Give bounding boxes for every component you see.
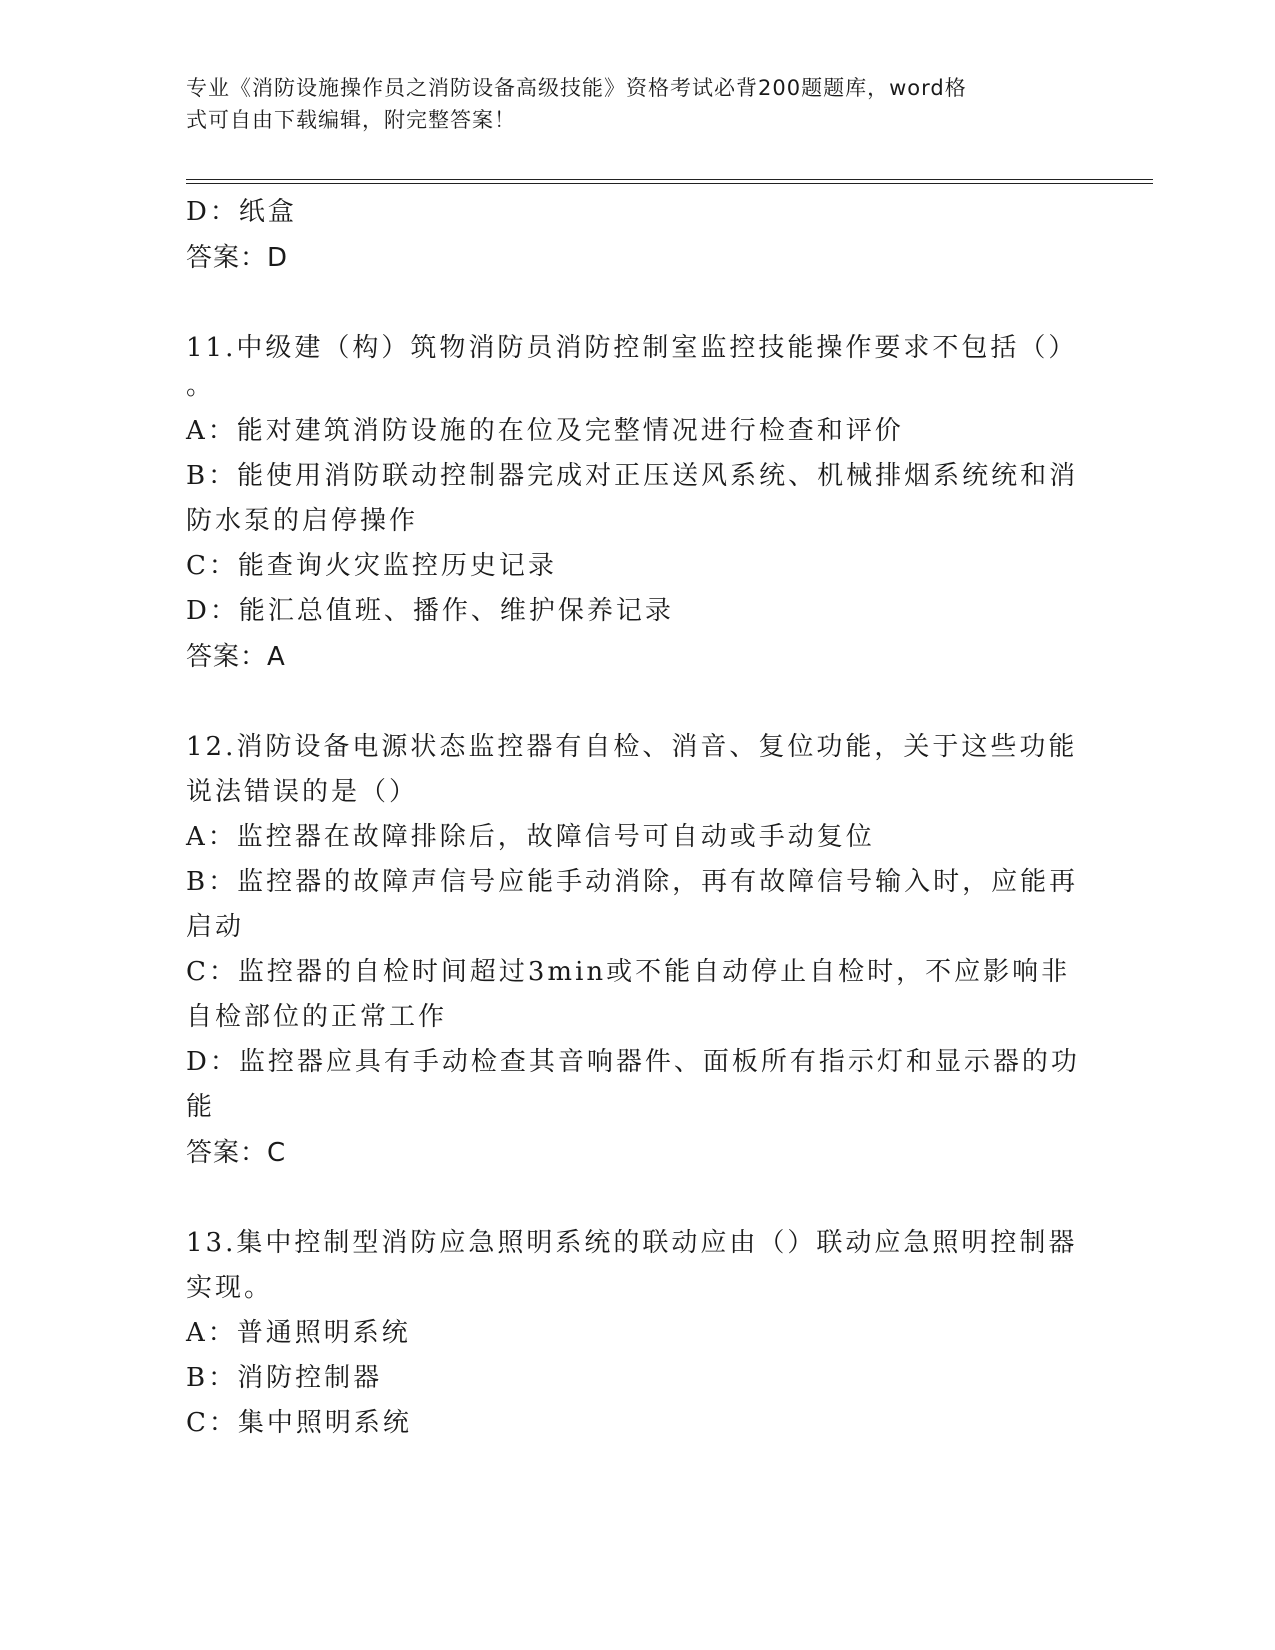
question-text: 说法错误的是（） — [186, 777, 419, 807]
header-rule-top — [186, 179, 1153, 180]
question-text: 13.集中控制型消防应急照明系统的联动应由（）联动应急照明控制器 — [186, 1228, 1078, 1258]
option-c: C：集中照明系统 — [186, 1408, 412, 1438]
option-d: D：监控器应具有手动检查其音响器件、面板所有指示灯和显示器的功 — [186, 1047, 1080, 1077]
prev-option-d: D：纸盒 — [186, 197, 297, 227]
spacer — [186, 680, 1076, 725]
header-rule-bottom — [186, 183, 1153, 184]
spacer — [186, 281, 1076, 326]
option-c: C：能查询火灾监控历史记录 — [186, 551, 557, 581]
option-b: B：消防控制器 — [186, 1363, 383, 1393]
option-c: C：监控器的自检时间超过3min或不能自动停止自检时，不应影响非 — [186, 957, 1071, 987]
option-a: A：能对建筑消防设施的在位及完整情况进行检查和评价 — [186, 416, 904, 446]
question-text: 。 — [186, 371, 216, 401]
question-12 — [186, 725, 1080, 1176]
question-content — [186, 190, 1080, 1446]
option-c-cont: 自检部位的正常工作 — [186, 1002, 448, 1032]
question-text: 11.中级建（构）筑物消防员消防控制室监控技能操作要求不包括（） — [186, 333, 1078, 363]
option-b: B：能使用消防联动控制器完成对正压送风系统、机械排烟系统统和消 — [186, 461, 1079, 491]
answer: 答案：A — [186, 642, 286, 672]
header-line-1: 专业《消防设施操作员之消防设备高级技能》资格考试必背200题题库，word格 — [186, 76, 967, 100]
question-11 — [186, 326, 1079, 680]
document-header — [186, 72, 1066, 136]
question-text: 12.消防设备电源状态监控器有自检、消音、复位功能，关于这些功能 — [186, 732, 1078, 762]
header-line-2: 式可自由下载编辑，附完整答案！ — [186, 108, 516, 132]
option-a: A：监控器在故障排除后，故障信号可自动或手动复位 — [186, 822, 875, 852]
answer: 答案：C — [186, 1138, 287, 1168]
question-text: 实现。 — [186, 1273, 274, 1303]
option-d-cont: 能 — [186, 1092, 216, 1122]
option-b: B：监控器的故障声信号应能手动消除，再有故障信号输入时，应能再 — [186, 867, 1079, 897]
spacer — [186, 1176, 1076, 1221]
prev-answer: 答案：D — [186, 243, 289, 273]
option-a: A：普通照明系统 — [186, 1318, 411, 1348]
option-b-cont: 防水泵的启停操作 — [186, 506, 419, 536]
option-b-cont: 启动 — [186, 912, 245, 942]
question-13 — [186, 1221, 1076, 1446]
option-d: D：能汇总值班、播作、维护保养记录 — [186, 596, 674, 626]
